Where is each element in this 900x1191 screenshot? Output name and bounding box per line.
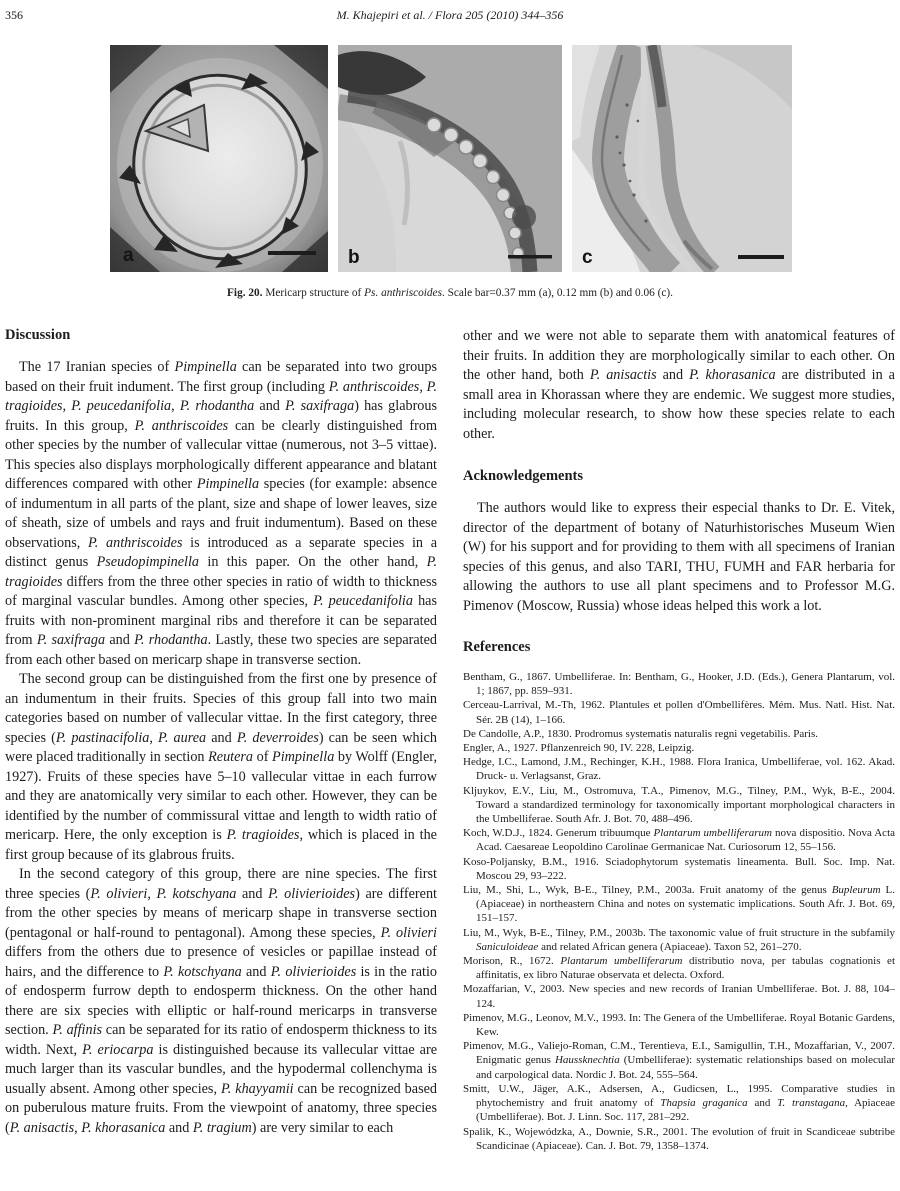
reference-entry: Morison, R., 1672. Plantarum umbelliferarum distributio nova, per tabulas cognationis et affinitatis, ex libro Naturae observata et delecta. Oxford. xyxy=(463,955,895,982)
reference-entry: Spalik, K., Wojewódzka, A., Downie, S.R., 2001. The evolution of fruit in Scandiceae subtribe Scandicinae (Apiaceae). Can. J. Bot. 79, 1358–1374. xyxy=(463,1125,895,1152)
reference-entry: Koch, W.D.J., 1824. Generum tribuumque Plantarum umbelliferarum nova dispositio. Nova Acta Acad. Caesareae Leopoldino Carolinae Germanicae Nat. Curiosorum 12, 55–156. xyxy=(463,827,896,854)
reference-entry: Pimenov, M.G., Leonov, M.V., 1993. In: The Genera of the Umbelliferae. Royal Botanic Gardens, Kew. xyxy=(463,1011,895,1039)
reference-entry: Cerceau-Larrival, M.-Th, 1962. Plantules et pollen d'Ombellifères. Mém. Mus. Natl. Hist. Nat. Sér. 2B (14), 1–166. xyxy=(463,699,895,726)
scale-bar-b xyxy=(508,255,552,259)
micrograph-panel-a xyxy=(110,45,328,272)
reference-entry: Engler, A., 1927. Pflanzenreich 90, IV. 228, Leipzig. xyxy=(463,742,695,755)
reference-entry: Kljuykov, E.V., Liu, M., Ostromuva, T.A., Pimenov, M.G., Tilney, P.M., Wyk, B-E., 2004. Toward a standardized terminology for taxonomically important morphological characters in the Umbelliferae. South Afr. J. Bot. 70, 488–496. xyxy=(463,784,895,826)
page-number: 356 xyxy=(5,8,23,22)
discussion-paragraph-1: The 17 Iranian species of Pimpinella can be separated into two groups based on their fruit indument. The first group (including P. anthriscoides, P. tragioides, P. peucedanifolia, P. rhodantha and P. saxifraga) has glabrous fruits. In this group, P. anthriscoides can be clearly distinguished from other species by the number of vallecular vittae (numerous, not 3–5 vittae). This species also displays morphologically different appearance and blatant differences compared with other Pimpinella species (for example: absence of indumentum in all parts of the plant, size and shape of lower leaves, size of sheath, size of umbels and rays and fruit indumentum). Based on these observations, P. anthriscoides is introduced as a separate species in a distinct genus Pseudopimpinella in this paper. On the other hand, P. tragioides differs from the three other species in ratio of width to thickness of marginal vascular bundles. Among other species, P. peucedanifolia has fruits with non-prominent marginal ribs and therefore it can be separated from P. saxifraga and P. rhodantha. Lastly, these two species are separated from each other based on mericarp shape in transverse section. xyxy=(5,359,438,668)
scale-bar-c xyxy=(738,255,784,259)
panel-label-c: c xyxy=(582,247,593,268)
reference-entry: Liu, M., Shi, L., Wyk, B-E., Tilney, P.M., 2003a. Fruit anatomy of the genus Bupleurum L. (Apiaceae) in northeastern China and notes on systematic implications. South Afr. J. Bot. 69, 151–157. xyxy=(463,884,895,925)
micrograph-panel-c xyxy=(572,45,792,272)
reference-entry: Pimenov, M.G., Valiejo-Roman, C.M., Terentieva, E.I., Samigullin, T.H., Mozaffarian, V., 2007. Enigmatic genus Haussknechtia (Umbelliferae): systematic relationships based on molecular and carpological data. Nordic J. Bot. 24, 555–564. xyxy=(463,1040,896,1081)
running-title: M. Khajepiri et al. / Flora 205 (2010) 344–356 xyxy=(336,8,564,22)
scale-bar-a xyxy=(268,251,316,255)
panel-label-b: b xyxy=(348,247,360,268)
discussion-paragraph-3: In the second category of this group, there are nine species. The first three species (P. olivieri, P. kotschyana and P. olivierioides) are different from the other species by means of mericarp shape in transverse section (pentagonal or half-round to pentagonal). Among these species, P. olivieri differs from the others due to presence of vesicles or papillae instead of hairs, and the difference to P. kotschyana and P. olivierioides is in the ratio of endosperm furrow depth to endosperm thickness. On the other hand there are six species with elliptic or half-round mericarps in transverse section. P. affinis can be separated for its ratio of endosperm thickness to its width. Next, P. eriocarpa is distinguished because its vallecular vittae are much larger than its vascular bundles, and the hypodermal collenchyma is usually absent. Among other species, P. khayyamii can be recognized based on puberulous mature fruits. From the viewpoint of anatomy, three species (P. anisactis, P. khorasanica and P. tragium) are very similar to each xyxy=(5,866,437,1136)
left-column xyxy=(5,327,437,1153)
reference-entry: Mozaffarian, V., 2003. New species and new records of Iranian Umbelliferae. Bot. J. 88, 104–124. xyxy=(463,983,895,1010)
figure-20 xyxy=(5,45,895,299)
discussion-continuation: other and we were not able to separate them with anatomical features of their fruits. In addition they are morphologically similar to each other. On the other hand, both P. anisactis and P. khorasanica are distributed in a small area in Khorassan where they are endemic. We suggest more studies, including molecular research, to show how these species relate to each other. xyxy=(463,328,895,442)
reference-entry: Liu, M., Wyk, B-E., Tilney, P.M., 2003b. The taxonomic value of fruit structure in the subfamily Saniculoideae and related African genera (Apiaceae). Taxon 52, 261–270. xyxy=(463,926,895,953)
figure-panels xyxy=(110,45,895,272)
page-header xyxy=(5,8,895,24)
acknowledgements-paragraph: The authors would like to express their especial thanks to Dr. E. Vitek, director of the department of botany of Naturhistorisches Museum Wien (W) for his support and for providing to them with all specimens of Iranian species of this genus, and also TARI, THU, FUMH and FAR herbaria for allowing the authors to use all plant specimens and to Professor M.G. Pimenov (Moscow, Russia) whose ideas helped this work a lot. xyxy=(463,500,895,614)
two-column-text xyxy=(5,327,895,1153)
reference-entry: Smitt, U.W., Jäger, A.K., Adsersen, A., Gudicsen, L., 1995. Comparative studies in phytochemistry and fruit anatomy of Thapsia graganica and T. transtagana, Apiaceae (Umbelliferae). Bot. J. Linn. Soc. 117, 281–292. xyxy=(463,1082,895,1124)
panel-label-a: a xyxy=(123,245,134,266)
reference-entry: De Candolle, A.P., 1830. Prodromus systematis naturalis regni vegetabilis. Paris. xyxy=(463,727,819,740)
right-column xyxy=(463,327,895,1153)
section-heading-references: References xyxy=(463,639,531,655)
figure-caption: Fig. 20. Mericarp structure of Ps. anthriscoides. Scale bar=0.37 mm (a), 0.12 mm (b) and 0.06 (c). xyxy=(227,287,673,299)
reference-entry: Hedge, I.C., Lamond, J.M., Rechinger, K.H., 1988. Flora Iranica, Umbelliferae, vol. 162. Akad. Druck- u. Verlagsanst, Graz. xyxy=(463,756,895,783)
reference-list xyxy=(463,670,895,1153)
discussion-paragraph-2: The second group can be distinguished from the first one by presence of an indumentum in their fruits. Species of this group fall into two main categories based on number of vallecular vittae. In the first category, three species (P. pastinacifolia, P. aurea and P. deverroides) can be seen which were placed traditionally in section Reutera of Pimpinella by Wolff (Engler, 1927). Fruits of these species have 5–10 vallecular vittae in each furrow and they are anatomically very similar to each other. However, they can be identified by the number of commissural vittae and length to width ratio of mericarp. Here, the only exception is P. tragioides, which is placed in the first group because of its glabrous fruits. xyxy=(5,671,437,863)
reference-entry: Koso-Poljansky, B.M., 1916. Sciadophytorum systematis lineamenta. Bull. Soc. Imp. Nat. Moscou 29, 93–222. xyxy=(463,855,895,882)
micrograph-panel-b xyxy=(338,45,562,272)
section-heading-acknowledgements: Acknowledgements xyxy=(463,468,584,484)
section-heading-discussion: Discussion xyxy=(5,327,71,343)
reference-entry: Bentham, G., 1867. Umbelliferae. In: Bentham, G., Hooker, J.D. (Eds.), Genera Plantarum, vol. 1; 1867, pp. 859–931. xyxy=(463,671,895,698)
